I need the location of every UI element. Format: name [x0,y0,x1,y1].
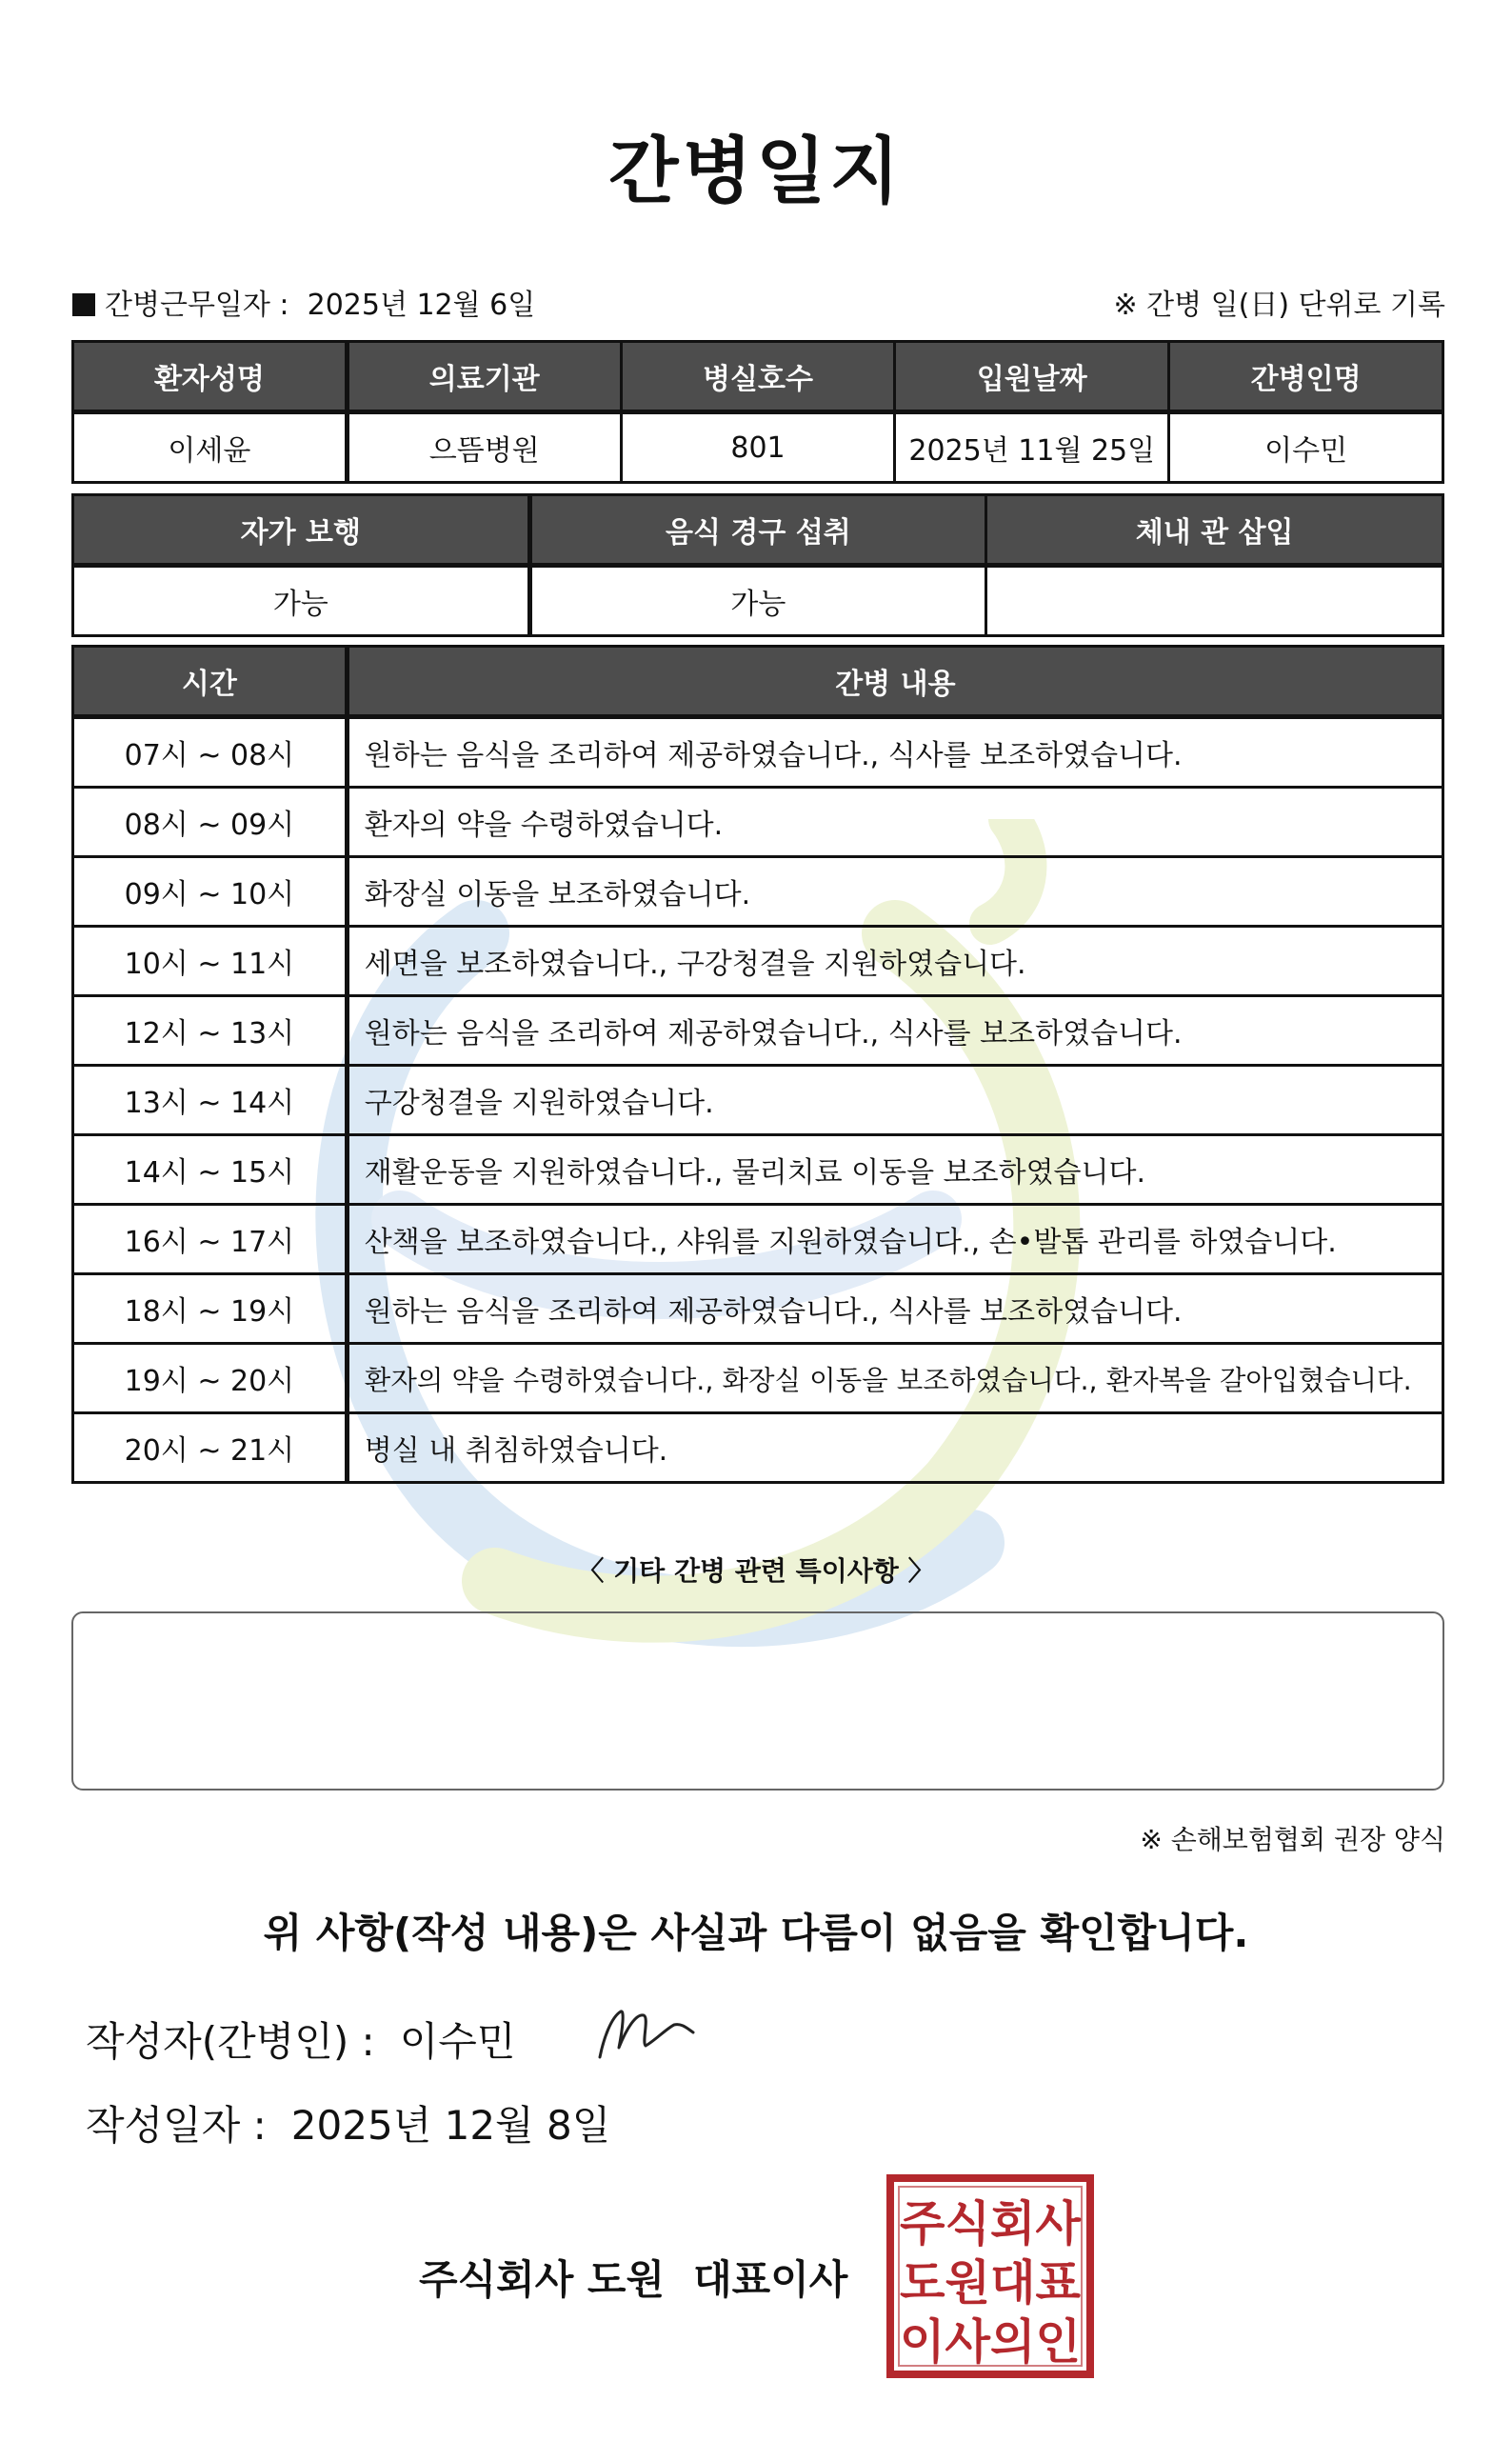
table-row [73,1066,1443,1135]
header-tube-insertion: 체내 관 삽입 [986,495,1443,566]
special-notes-box [71,1611,1444,1791]
time-cell: 18시 ~ 19시 [73,1274,348,1344]
care-record-table [71,645,1444,1484]
writer-line [86,2013,515,2071]
square-bullet-icon [72,293,95,316]
writer-name: 이수민 [399,2018,516,2065]
header-admission-date: 입원날짜 [895,342,1169,412]
care-content-cell: 병실 내 취침하였습니다. [347,1413,1442,1483]
hospital-name: 으뜸병원 [347,412,621,483]
written-date-value: 2025년 12월 8일 [290,2102,611,2149]
work-date-value: 2025년 12월 6일 [307,289,536,322]
company-ceo-title: 대표이사 [693,2256,848,2303]
time-cell: 19시 ~ 20시 [73,1344,348,1413]
patient-name: 이세윤 [73,412,348,483]
care-content-cell: 환자의 약을 수령하였습니다., 화장실 이동을 보조하였습니다., 환자복을 갈아입혔습니다. [347,1344,1442,1413]
table-row [73,927,1443,996]
header-hospital: 의료기관 [347,342,621,412]
written-date-label: 작성일자 : [86,2102,267,2149]
work-date-label: 간병근무일자 : [105,289,289,322]
seal-text-line: 주식회사 [900,2196,1082,2251]
table-header-row [73,647,1443,717]
seal-text-line: 도원대표 [900,2255,1082,2311]
care-content-cell: 환자의 약을 수령하였습니다. [347,788,1442,857]
care-content-cell: 구강청결을 지원하였습니다. [347,1066,1442,1135]
header-patient-name: 환자성명 [73,342,348,412]
header-room-number: 병실호수 [621,342,895,412]
time-cell: 12시 ~ 13시 [73,996,348,1066]
unit-note: ※ 간병 일(日) 단위로 기록 [1113,289,1445,322]
work-date [72,283,535,329]
table-header-row [73,495,1443,566]
header-caregiver-name: 간병인명 [1169,342,1443,412]
care-content-cell: 산책을 보조하였습니다., 샤워를 지원하였습니다., 손•발톱 관리를 하였습니다. [347,1205,1442,1274]
page-title: 간병일지 [608,129,904,213]
time-cell: 20시 ~ 21시 [73,1413,348,1483]
written-date-line [86,2097,610,2154]
patient-status-table [71,493,1444,637]
writer-label: 작성자(간병인) : [86,2018,375,2065]
tube-insertion-value [986,566,1443,636]
seal-text-line: 이사의인 [900,2314,1081,2370]
time-cell: 08시 ~ 09시 [73,788,348,857]
table-row [73,566,1443,636]
handwritten-signature [594,2000,699,2067]
table-row [73,996,1443,1066]
oral-intake-value: 가능 [529,566,986,636]
table-row [73,1135,1443,1205]
company-name: 주식회사 도원 [419,2256,666,2303]
time-cell: 09시 ~ 10시 [73,857,348,927]
care-content-cell: 원하는 음식을 조리하여 제공하였습니다., 식사를 보조하였습니다. [347,717,1442,788]
recommended-form-note: ※ 손해보험협회 권장 양식 [1140,1824,1445,1855]
table-header-row [73,342,1443,412]
company-seal-stamp [885,2173,1095,2379]
confirmation-statement: 위 사항(작성 내용)은 사실과 다름이 없음을 확인합니다. [263,1910,1249,1956]
table-row [73,717,1443,788]
company-signature-line [419,2250,847,2311]
table-row [73,1344,1443,1413]
time-cell: 07시 ~ 08시 [73,717,348,788]
table-row [73,1274,1443,1344]
header-care-content: 간병 내용 [347,647,1442,717]
header-self-walking: 자가 보행 [73,495,530,566]
care-content-cell: 원하는 음식을 조리하여 제공하였습니다., 식사를 보조하였습니다. [347,996,1442,1066]
header-time: 시간 [73,647,348,717]
table-row [73,412,1443,483]
table-row [73,857,1443,927]
time-cell: 10시 ~ 11시 [73,927,348,996]
time-cell: 13시 ~ 14시 [73,1066,348,1135]
table-row [73,1413,1443,1483]
admission-date: 2025년 11월 25일 [895,412,1169,483]
table-row [73,788,1443,857]
caregiver-name: 이수민 [1169,412,1443,483]
time-cell: 16시 ~ 17시 [73,1205,348,1274]
table-row [73,1205,1443,1274]
self-walking-value: 가능 [73,566,530,636]
time-cell: 14시 ~ 15시 [73,1135,348,1205]
care-content-cell: 원하는 음식을 조리하여 제공하였습니다., 식사를 보조하였습니다. [347,1274,1442,1344]
patient-info-table [71,340,1444,484]
special-notes-heading: 〈 기타 간병 관련 특이사항 〉 [577,1555,935,1587]
care-content-cell: 세면을 보조하였습니다., 구강청결을 지원하였습니다. [347,927,1442,996]
room-number: 801 [621,412,895,483]
care-content-cell: 재활운동을 지원하였습니다., 물리치료 이동을 보조하였습니다. [347,1135,1442,1205]
header-oral-intake: 음식 경구 섭취 [529,495,986,566]
care-content-cell: 화장실 이동을 보조하였습니다. [347,857,1442,927]
